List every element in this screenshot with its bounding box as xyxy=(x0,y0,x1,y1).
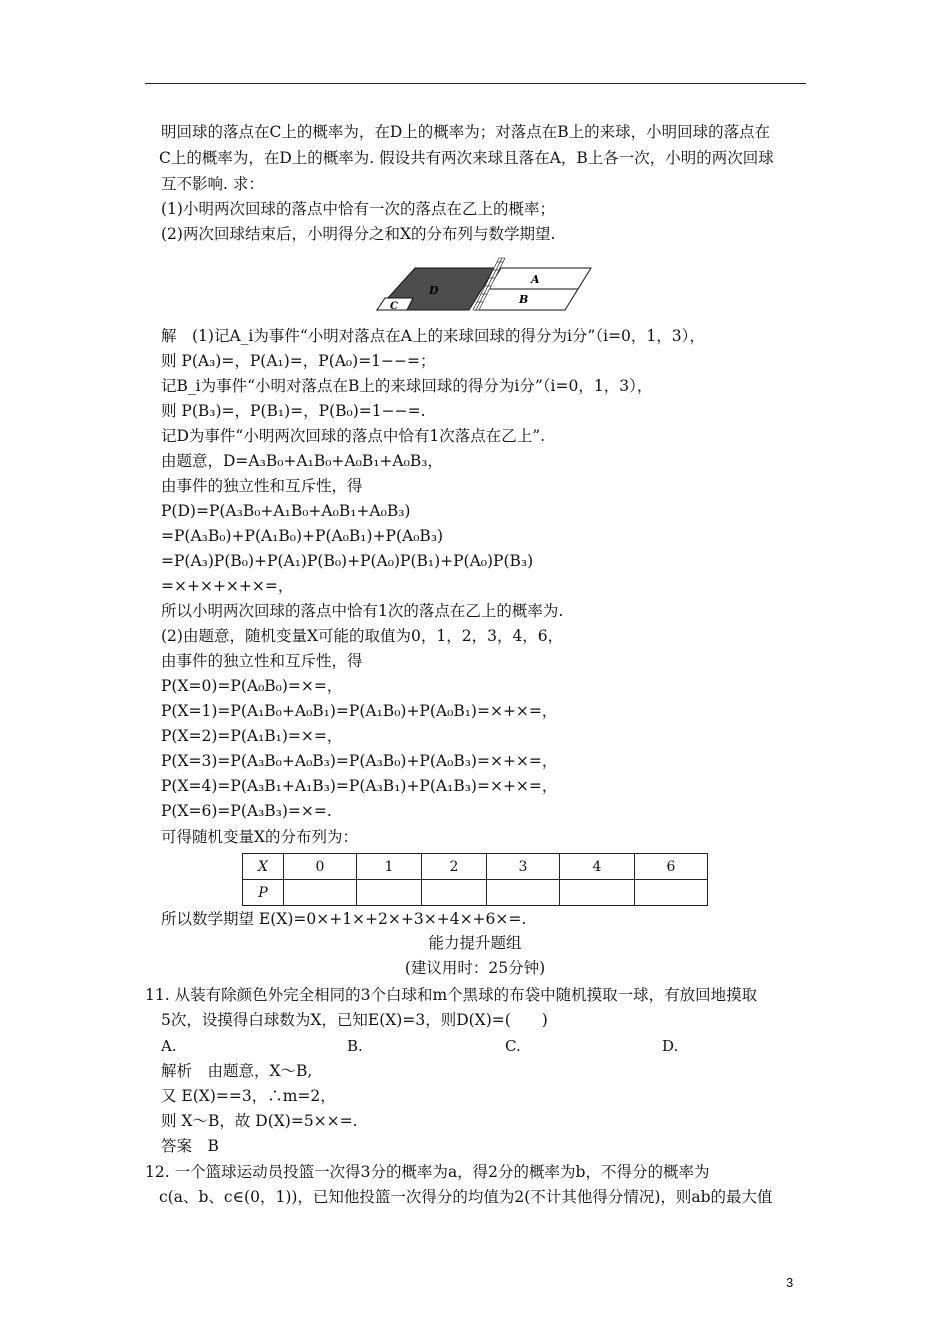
table-cell: 1 xyxy=(357,854,422,880)
text-line: 由题意，D=A₃B₀+A₁B₀+A₀B₁+A₀B₃， xyxy=(161,452,443,470)
analysis-line: 则 X～B，故 D(X)=5××=. xyxy=(161,1112,358,1130)
distribution-table xyxy=(242,853,708,906)
table-row xyxy=(243,880,708,906)
option-a: A. xyxy=(161,1037,177,1055)
text-line: 则 P(A₃)=，P(A₁)=，P(A₀)=1−−=； xyxy=(161,352,436,370)
option-c: C. xyxy=(505,1037,521,1055)
text-line: P(X=3)=P(A₃B₀+A₀B₃)=P(A₃B₀)+P(A₀B₃)=×+×=， xyxy=(161,752,558,770)
text-line: =P(A₃B₀)+P(A₁B₀)+P(A₀B₁)+P(A₀B₃) xyxy=(161,527,444,545)
table-cell: 4 xyxy=(560,854,635,880)
option-d: D. xyxy=(662,1037,679,1055)
figure-label-b: B xyxy=(519,293,529,306)
table-tennis-figure xyxy=(373,252,595,320)
table-cell xyxy=(635,880,708,906)
text-line: (2)两次回球结束后，小明得分之和X的分布列与数学期望. xyxy=(161,225,556,243)
text-line: P(X=0)=P(A₀B₀)=×=， xyxy=(161,677,343,695)
text-line: 明回球的落点在C上的概率为，在D上的概率为；对落点在B上的来球，小明回球的落点在 xyxy=(161,123,771,141)
analysis-line: 解析 由题意，X～B, xyxy=(161,1062,313,1080)
section-title: 能力提升题组 xyxy=(428,934,522,952)
figure-label-d: D xyxy=(429,284,439,297)
text-line: 记D为事件“小明两次回球的落点中恰有1次落点在乙上”. xyxy=(161,427,546,445)
question-12-line: c(a、b、c∈(0，1))，已知他投篮一次得分的均值为2(不计其他得分情况)，则ab的最大值 xyxy=(159,1188,773,1206)
option-b: B. xyxy=(347,1037,363,1055)
table-cell xyxy=(284,880,357,906)
text-line: 由事件的独立性和互斥性，得 xyxy=(161,477,363,495)
text-line: P(D)=P(A₃B₀+A₁B₀+A₀B₁+A₀B₃) xyxy=(161,502,411,520)
table-cell xyxy=(560,880,635,906)
table-cell xyxy=(422,880,487,906)
section-subtitle: (建议用时：25分钟) xyxy=(404,959,546,977)
text-line: (1)小明两次回球的落点中恰有一次的落点在乙上的概率； xyxy=(161,200,555,218)
text-line: =P(A₃)P(B₀)+P(A₁)P(B₀)+P(A₀)P(B₁)+P(A₀)P(B₃) xyxy=(161,552,534,570)
table-cell: X xyxy=(243,854,284,880)
expectation-line: 所以数学期望 E(X)=0×+1×+2×+3×+4×+6×=. xyxy=(161,910,527,928)
text-line: P(X=4)=P(A₃B₁+A₁B₃)=P(A₃B₁)+P(A₁B₃)=×+×=， xyxy=(161,777,558,795)
question-11-line: 5次，设摸得白球数为X，已知E(X)=3，则D(X)=( ) xyxy=(161,1011,548,1029)
table-cell: 2 xyxy=(422,854,487,880)
table-cell: 6 xyxy=(635,854,708,880)
text-line: 所以小明两次回球的落点中恰有1次的落点在乙上的概率为. xyxy=(161,602,564,620)
table-cell: 3 xyxy=(487,854,560,880)
page-number: 3 xyxy=(786,1275,794,1290)
text-line: 可得随机变量X的分布列为： xyxy=(161,828,359,846)
text-line: (2)由题意，随机变量X可能的取值为0，1，2，3，4，6， xyxy=(161,627,564,645)
text-line: 解 (1)记A_i为事件“小明对落点在A上的来球回球的得分为i分”（i=0，1，3）， xyxy=(161,327,705,345)
table-cell xyxy=(487,880,560,906)
text-line: =×+×+×+×=， xyxy=(161,577,294,595)
figure-label-c: C xyxy=(390,301,398,312)
analysis-line: 又 E(X)==3，∴m=2， xyxy=(161,1087,336,1105)
text-line: 互不影响. 求： xyxy=(161,175,264,193)
table-cell: P xyxy=(243,880,284,906)
table-row xyxy=(243,854,708,880)
text-line: P(X=6)=P(A₃B₃)=×=. xyxy=(161,802,332,820)
figure-label-a: A xyxy=(531,273,540,286)
question-12-line: 12. 一个篮球运动员投篮一次得3分的概率为a，得2分的概率为b，不得分的概率为 xyxy=(145,1163,710,1181)
text-line: C上的概率为，在D上的概率为. 假设共有两次来球且落在A，B上各一次，小明的两次回球 xyxy=(159,149,774,167)
text-line: 则 P(B₃)=，P(B₁)=，P(B₀)=1−−=. xyxy=(161,402,426,420)
table-cell xyxy=(357,880,422,906)
text-line: P(X=1)=P(A₁B₀+A₀B₁)=P(A₁B₀)+P(A₀B₁)=×+×=， xyxy=(161,702,558,720)
text-line: 记B_i为事件“小明对落点在B上的来球回球的得分为i分”（i=0，1，3）， xyxy=(161,377,653,395)
header-rule xyxy=(145,83,806,84)
answer-line: 答案 B xyxy=(161,1137,219,1155)
text-line: P(X=2)=P(A₁B₁)=×=， xyxy=(161,727,343,745)
table-cell: 0 xyxy=(284,854,357,880)
question-11-line: 11. 从装有除颜色外完全相同的3个白球和m个黑球的布袋中随机摸取一球，有放回地摸取 xyxy=(145,986,758,1004)
text-line: 由事件的独立性和互斥性，得 xyxy=(161,652,363,670)
